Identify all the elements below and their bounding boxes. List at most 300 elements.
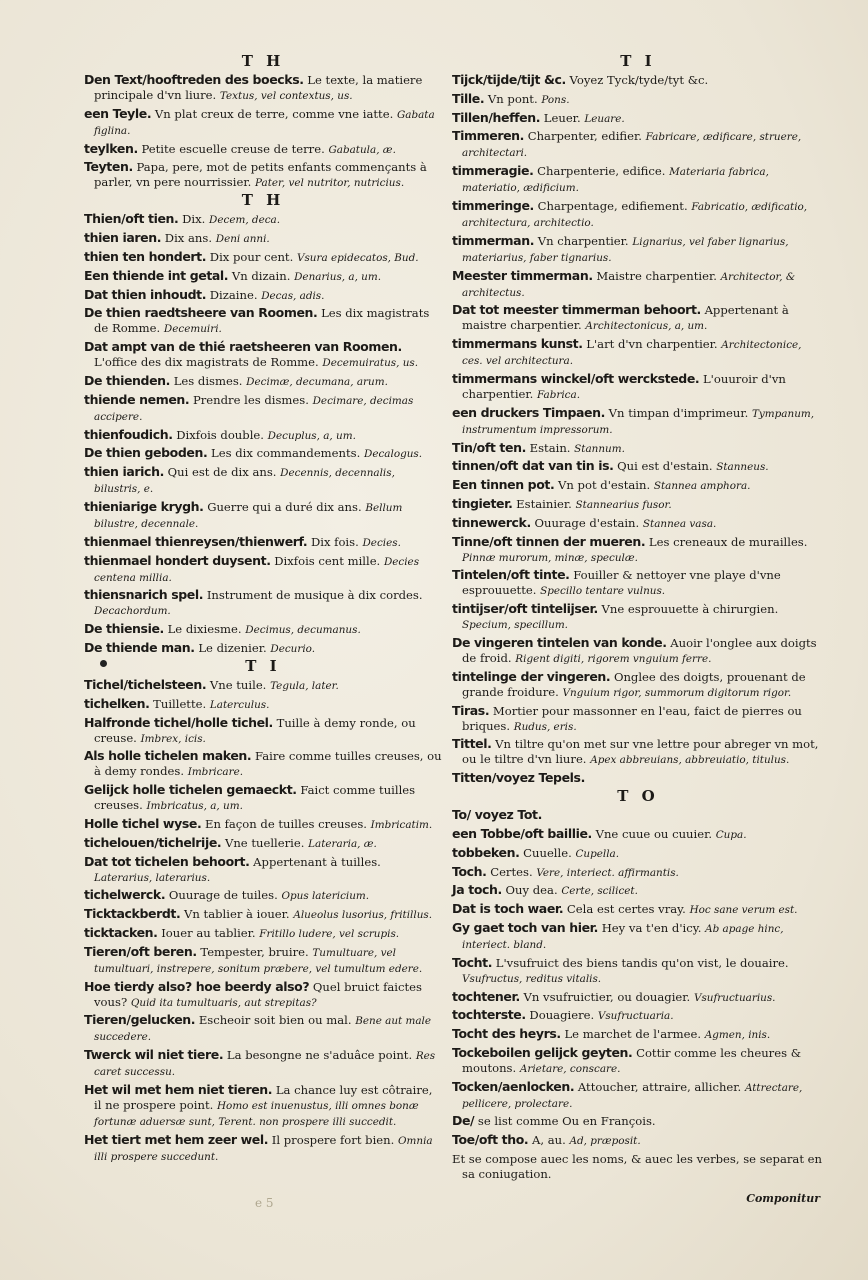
french-gloss: Vn dizain. [231, 268, 291, 283]
french-gloss: Vn charpentier. [537, 233, 629, 248]
dictionary-entry [84, 427, 442, 444]
headword: Dat tot meester timmerman behoort. [452, 302, 701, 318]
latin-gloss: Decennis, decennalis, bilustris, e. [94, 467, 395, 496]
french-gloss: Certes. [490, 864, 533, 879]
dictionary-entry [452, 845, 824, 862]
french-gloss: Vn tablier à iouer. [184, 907, 290, 922]
french-gloss: Dizaine. [209, 287, 258, 302]
french-gloss: Maistre charpentier. [596, 268, 717, 283]
latin-gloss: Fritillo ludere, vel scrupis. [259, 927, 400, 940]
french-gloss: Faire comme tuilles creuses, ou à demy rondes. [94, 749, 442, 779]
dictionary-entry [84, 159, 442, 191]
headword: tobbeken. [452, 844, 520, 860]
french-gloss: Le dizenier. [198, 640, 267, 655]
dictionary-entry [452, 163, 824, 196]
dictionary-entry [84, 1047, 442, 1080]
dictionary-entry [452, 882, 824, 899]
headword: Timmeren. [452, 128, 525, 144]
latin-gloss: Lignarius, vel faber lignarius, materiarius, faber tignarius. [462, 235, 789, 264]
headword: timmeragie. [452, 163, 534, 179]
dictionary-entry [452, 371, 824, 403]
dictionary-entry [452, 807, 824, 824]
headword: Twerck wil niet tiere. [84, 1047, 224, 1063]
dictionary-entry [84, 748, 442, 780]
headword: thienfoudich. [84, 426, 173, 442]
headword: Het wil met hem niet tieren. [84, 1081, 273, 1097]
headword: De thien geboden. [84, 445, 208, 461]
latin-gloss: Cupa. [715, 828, 747, 841]
french-gloss: Fouiller & nettoyer vne playe d'vne esprouuette. [462, 568, 781, 598]
latin-gloss: Stannea amphora. [653, 480, 751, 493]
headword: tochterste. [452, 1007, 526, 1023]
dictionary-entry [84, 854, 442, 886]
dictionary-entry [452, 1151, 824, 1183]
dictionary-entry [452, 405, 824, 438]
headword: thienmael thienreysen/thienwerf. [84, 533, 308, 549]
dictionary-entry [452, 703, 824, 735]
french-gloss: La chance luy est côtraire, il ne prospere point. [94, 1082, 433, 1112]
french-gloss: Vn vsufruictier, ou douagier. [523, 989, 691, 1004]
french-gloss: Cela est certes vray. [566, 902, 686, 917]
latin-gloss: Vsufructuaria. [597, 1010, 674, 1023]
latin-gloss: Decimus, decumanus. [245, 624, 361, 637]
latin-gloss: Stannea vasa. [642, 517, 717, 530]
french-gloss: L'ouuroir d'vn charpentier. [462, 371, 786, 401]
french-gloss: L'vsufruict des biens tandis qu'on vist, le douaire. [495, 955, 789, 970]
french-gloss: Escheoir soit bien ou mal. [198, 1013, 352, 1028]
dictionary-entry [452, 477, 824, 494]
headword: Hoe tierdy also? hoe beerdy also? [84, 978, 310, 994]
dictionary-entry [452, 1007, 824, 1024]
french-gloss: Le marchet de l'armee. [564, 1027, 702, 1042]
latin-gloss: Decimæ, decumana, arum. [246, 375, 388, 388]
french-gloss: Vn pont. [487, 91, 538, 106]
headword: Ja toch. [452, 882, 502, 898]
headword: Als holle tichelen maken. [84, 748, 252, 764]
latin-gloss: Textus, vel contextus, us. [219, 90, 353, 102]
dictionary-entry [452, 770, 824, 787]
dictionary-entry [84, 677, 442, 694]
latin-gloss: Decies centena millia. [94, 555, 420, 584]
headword: thien ten hondert. [84, 248, 207, 264]
latin-gloss: Imbricatus, a, um. [146, 800, 243, 813]
french-gloss: Instrument de musique à dix cordes. [206, 588, 423, 603]
latin-gloss: Decuplus, a, um. [267, 429, 356, 442]
dictionary-entry [84, 211, 442, 228]
latin-gloss: Decem, deca. [209, 214, 281, 227]
headword: thieniarige krygh. [84, 498, 204, 514]
french-gloss: Auoir l'onglee aux doigts de froid. [462, 635, 817, 665]
right-column [452, 52, 824, 1185]
dictionary-entry [452, 1026, 824, 1043]
latin-gloss: Fabrica. [537, 388, 581, 401]
dictionary-entry [84, 106, 442, 139]
latin-gloss: Ab apage hinc, interiect. bland. [462, 922, 784, 951]
headword: Teyten. [84, 159, 133, 175]
french-gloss: Ouurage de tuiles. [168, 888, 278, 903]
french-gloss: Dix ans. [164, 231, 213, 246]
headword: teylken. [84, 140, 138, 156]
headword: Dat thien inhoudt. [84, 286, 207, 302]
headword: Tinne/oft tinnen der mueren. [452, 533, 646, 549]
headword: thiende nemen. [84, 391, 190, 407]
section-head-th-2: T H [241, 191, 285, 210]
dictionary-entry [452, 128, 824, 161]
dictionary-entry [452, 91, 824, 108]
headword: tintijser/oft tintelijser. [452, 601, 598, 617]
latin-gloss: Leuare. [584, 112, 625, 125]
headword: timmeringe. [452, 197, 534, 213]
dictionary-entry [84, 553, 442, 586]
headword: tingieter. [452, 495, 513, 511]
latin-gloss: Decies. [362, 536, 401, 549]
dictionary-entry [84, 925, 442, 942]
dictionary-entry [84, 621, 442, 638]
latin-gloss: Decachordum. [94, 605, 171, 618]
section-head-ti: T I [245, 656, 281, 675]
latin-gloss: Imbrex, icis. [140, 732, 206, 745]
section-head-ti-right: T I [620, 52, 656, 70]
french-gloss: Vne tuellerie. [224, 835, 305, 850]
headword: De vingeren tintelen van konde. [452, 634, 667, 650]
dictionary-entry [84, 249, 442, 266]
headword: Gelijck holle tichelen gemaeckt. [84, 782, 297, 798]
headword: De thiende man. [84, 639, 195, 655]
entries-ti-right [452, 72, 824, 787]
french-gloss: Vne esprouuette à chirurgien. [601, 602, 779, 617]
latin-gloss: Laterarius, laterarius. [94, 871, 211, 884]
headword: Het tiert met hem zeer wel. [84, 1131, 269, 1147]
latin-gloss: Specium, specillum. [462, 619, 568, 632]
dictionary-entry [84, 835, 442, 852]
french-gloss: Tempester, bruire. [200, 944, 309, 959]
french-gloss: Attoucher, attraire, allicher. [577, 1079, 742, 1094]
headword: Gy gaet toch van hier. [452, 919, 598, 935]
dictionary-entry [452, 1079, 824, 1112]
french-gloss: Le texte, la matiere principale d'vn liure. [94, 73, 423, 102]
dictionary-entry [84, 696, 442, 713]
french-gloss: Qui est de dix ans. [167, 465, 277, 480]
latin-gloss: Tympanum, instrumentum impressorum. [462, 407, 815, 436]
headword: Thien/oft tien. [84, 211, 179, 227]
section-head-to: T O [617, 787, 659, 806]
french-gloss: Charpentage, edifiement. [537, 198, 688, 213]
headword: timmermans winckel/oft werckstede. [452, 370, 700, 386]
french-gloss: Voyez Tyck/tyde/tyt &c. [569, 73, 709, 87]
latin-gloss: Architector, & architectus. [462, 270, 796, 299]
latin-gloss: Omnia illi prospere succedunt. [94, 1134, 433, 1163]
french-gloss: Les dix magistrats de Romme. [94, 306, 430, 336]
latin-gloss: Rudus, eris. [513, 720, 577, 733]
latin-gloss: Architectonicus, a, um. [585, 320, 708, 333]
french-gloss: Prendre les dismes. [192, 392, 309, 407]
dictionary-entry [452, 1113, 824, 1130]
latin-gloss: Lateraria, æ. [308, 837, 377, 850]
latin-gloss: Fabricatio, ædificatio, architectura, architectio. [462, 200, 808, 229]
headword: thiensnarich spel. [84, 587, 204, 603]
dictionary-entry [452, 601, 824, 633]
french-gloss: Dix fois. [310, 534, 359, 549]
headword: timmerman. [452, 232, 535, 248]
dictionary-entry [452, 233, 824, 266]
dictionary-entry [84, 1132, 442, 1165]
latin-gloss: Pinnæ murorum, minæ, speculæ. [462, 551, 638, 564]
french-gloss: Le dixiesme. [167, 622, 242, 637]
latin-gloss: Imbricare. [187, 766, 244, 779]
dictionary-entry [84, 906, 442, 923]
dictionary-entry [452, 864, 824, 881]
dictionary-entry [452, 955, 824, 987]
french-gloss: Faict comme tuilles creuses. [94, 783, 416, 813]
headword: Een tinnen pot. [452, 477, 555, 493]
latin-gloss: Tegula, later. [270, 679, 339, 692]
entries-th [84, 72, 442, 191]
french-gloss: Appertenant à tuilles. [253, 854, 381, 869]
catchword: Componitur [746, 1192, 820, 1205]
headword: tochtener. [452, 988, 520, 1004]
french-gloss: Les dix commandements. [211, 446, 361, 461]
french-gloss: Guerre qui a duré dix ans. [207, 499, 362, 514]
latin-gloss: Materiaria fabrica, materiatio, ædificium. [462, 166, 769, 195]
latin-gloss: Bene aut male succedere. [94, 1015, 432, 1044]
latin-gloss: Denarius, a, um. [294, 270, 382, 283]
latin-gloss: Vsufructus, reditus vitalis. [462, 972, 602, 985]
headword: Dat tot tichelen behoort. [84, 853, 250, 869]
dictionary-entry [84, 887, 442, 904]
french-gloss: Mortier pour massonner en l'eau, faict de pierres ou briques. [462, 703, 802, 733]
french-gloss: Petite escuelle creuse de terre. [141, 141, 325, 156]
latin-gloss: Bellum bilustre, decennale. [94, 501, 403, 530]
latin-gloss: Decimare, decimas accipere. [94, 394, 414, 423]
latin-gloss: Gabata figlina. [94, 108, 435, 137]
headword: tinnen/oft dat van tin is. [452, 458, 614, 474]
headword: Tocht des heyrs. [452, 1026, 561, 1042]
headword: timmermans kunst. [452, 336, 583, 352]
dictionary-entry [452, 198, 824, 231]
latin-gloss: Decemuiratus, us. [322, 357, 419, 370]
dictionary-entry [452, 302, 824, 334]
dictionary-entry [452, 901, 824, 918]
dictionary-entry [452, 635, 824, 667]
french-gloss: En façon de tuilles creuses. [204, 816, 367, 831]
french-gloss: Vne cuue ou cuuier. [595, 826, 713, 841]
latin-gloss: Cupella. [575, 847, 620, 860]
dictionary-entry [452, 567, 824, 599]
dictionary-entry [84, 305, 442, 337]
latin-gloss: Vsura epidecatos, Bud. [296, 251, 419, 264]
headword: Den Text/hooftreden des boecks. [84, 72, 304, 87]
headword: Een thiende int getal. [84, 267, 229, 283]
french-gloss: L'office des dix magistrats de Romme. [94, 355, 319, 370]
french-gloss: Dixfois double. [176, 427, 264, 442]
french-gloss: Les dismes. [173, 373, 243, 388]
latin-gloss: Opus latericium. [281, 890, 370, 903]
headword: Toe/oft tho. [452, 1132, 529, 1148]
latin-gloss: Architectonice, ces. vel architectura. [462, 339, 802, 368]
headword: een Teyle. [84, 105, 152, 121]
latin-gloss: Vere, interiect. affirmantis. [536, 866, 679, 879]
headword: De/ [452, 1113, 475, 1129]
french-gloss: Charpenter, edifier. [527, 129, 642, 144]
headword: Tocken/aenlocken. [452, 1078, 575, 1094]
french-gloss: Ouy dea. [505, 883, 558, 898]
dictionary-entry [84, 464, 442, 497]
dictionary-entry [84, 287, 442, 304]
headword: een druckers Timpaen. [452, 404, 605, 420]
headword: Tille. [452, 90, 485, 106]
french-gloss: La besongne ne s'aduâce point. [226, 1048, 413, 1063]
dictionary-entry [84, 816, 442, 833]
ink-blot [100, 660, 107, 667]
dictionary-entry [84, 1082, 442, 1130]
dictionary-entry [84, 445, 442, 462]
latin-gloss: Laterculus. [209, 698, 270, 711]
headword: thienmael hondert duysent. [84, 552, 271, 568]
headword: Titten/voyez Tepels. [452, 770, 585, 786]
french-gloss: Vn plat creux de terre, comme vne iatte. [154, 106, 394, 121]
dictionary-entry [452, 268, 824, 301]
french-gloss: L'art d'vn charpentier. [586, 337, 718, 352]
dictionary-entry [84, 72, 442, 104]
dictionary-entry [84, 499, 442, 532]
french-gloss: Papa, pere, mot de petits enfants commençants à parler, vn pere nourrissier. [94, 160, 427, 190]
french-gloss: se list comme Ou en François. [477, 1114, 656, 1129]
latin-gloss: Fabricare, ædificare, struere, architectari. [462, 131, 802, 160]
headword: een Tobbe/oft baillie. [452, 825, 592, 841]
dictionary-entry [84, 587, 442, 619]
headword: Tieren/oft beren. [84, 943, 197, 959]
dictionary-entry [452, 1045, 824, 1077]
headword: Tin/oft ten. [452, 439, 526, 455]
headword: thien iarich. [84, 464, 164, 480]
french-gloss: Tuillette. [153, 696, 207, 711]
french-gloss: Cuuelle. [523, 845, 572, 860]
french-gloss: Il prospere fort bien. [271, 1132, 395, 1147]
dictionary-entry [84, 534, 442, 551]
french-gloss: A, au. [531, 1133, 566, 1148]
latin-gloss: Agmen, inis. [704, 1029, 771, 1042]
dictionary-entry [84, 373, 442, 390]
french-gloss: Cottir comme les cheures & moutons. [462, 1045, 802, 1075]
french-gloss: Iouer au tablier. [161, 925, 256, 940]
headword: Tintelen/oft tinte. [452, 567, 570, 583]
headword: Toch. [452, 863, 487, 879]
french-gloss: Vne tuile. [209, 677, 267, 692]
headword: tichelwerck. [84, 887, 166, 903]
headword: Tillen/heffen. [452, 109, 541, 125]
latin-gloss: Imbricatim. [370, 818, 433, 831]
dictionary-entry [452, 989, 824, 1006]
dictionary-entry [84, 268, 442, 285]
latin-gloss: Attrectare, pellicere, prolectare. [462, 1081, 803, 1110]
french-gloss: Vn timpan d'imprimeur. [608, 405, 749, 420]
section-head-th: T H [241, 52, 285, 70]
headword: tichelouen/tichelrije. [84, 834, 222, 850]
latin-gloss: Pons. [541, 93, 570, 106]
entries-thien [84, 211, 442, 657]
latin-gloss: Decurio. [270, 642, 316, 655]
latin-gloss: Certe, scilicet. [561, 885, 638, 898]
french-gloss: Les creneaux de murailles. [648, 534, 808, 549]
dictionary-entry [452, 920, 824, 953]
french-gloss: Hey va t'en d'icy. [601, 920, 702, 935]
headword: De thiensie. [84, 621, 164, 637]
headword: Ticktackberdt. [84, 906, 181, 922]
latin-gloss: Decemuiri. [163, 323, 222, 336]
dictionary-entry [452, 534, 824, 566]
entries-ti [84, 677, 442, 1165]
dictionary-entry [84, 979, 442, 1011]
french-gloss: Appertenant à maistre charpentier. [462, 303, 789, 333]
french-gloss: Vn pot d'estain. [558, 478, 651, 493]
latin-gloss: Deni anni. [215, 233, 270, 246]
headword: ticktacken. [84, 924, 158, 940]
headword: Holle tichel wyse. [84, 815, 202, 831]
french-gloss: Estainier. [516, 496, 572, 511]
entries-to [452, 807, 824, 1183]
latin-gloss: Ad, præposit. [569, 1135, 641, 1148]
french-gloss: Qui est d'estain. [617, 459, 713, 474]
headword: Tieren/gelucken. [84, 1012, 196, 1028]
latin-gloss: Apex abbreuians, abbreuiatio, titulus. [590, 754, 790, 767]
latin-gloss: Vsufructuarius. [693, 991, 776, 1004]
dictionary-entry [452, 458, 824, 475]
headword: tinnewerck. [452, 514, 531, 530]
headword: Tijck/tijde/tijt &c. [452, 72, 566, 87]
latin-gloss: Vnguium rigor, summorum digitorum rigor. [562, 686, 792, 699]
dictionary-entry [452, 669, 824, 701]
dictionary-entry [452, 110, 824, 127]
french-gloss: Dix. [182, 212, 206, 227]
french-gloss: Charpenterie, edifice. [537, 164, 666, 179]
headword: Dat ampt van de thié raetsheeren van Roomen. [84, 339, 402, 355]
dictionary-entry [84, 141, 442, 158]
latin-gloss: Stanneus. [716, 461, 769, 474]
latin-gloss: Quid ita tumultuaris, aut strepitas? [130, 996, 317, 1009]
latin-gloss: Decas, adis. [261, 289, 325, 302]
latin-gloss: Rigent digiti, rigorem vnguium ferre. [515, 652, 712, 665]
french-gloss: Dixfois cent mille. [274, 553, 381, 568]
headword: thien iaren. [84, 230, 162, 246]
headword: De thienden. [84, 372, 171, 388]
dictionary-entry [452, 736, 824, 768]
dictionary-entry [452, 496, 824, 513]
latin-gloss: Tumultuare, vel tumultuari, instrepere, sonitum præbere, vel tumultum edere. [94, 946, 423, 975]
french-gloss: Ouurage d'estain. [534, 515, 640, 530]
left-column [84, 52, 442, 1166]
headword: Tockeboilen gelijck geyten. [452, 1044, 633, 1060]
dictionary-entry [84, 392, 442, 425]
french-gloss: Leuer. [543, 110, 581, 125]
french-gloss: Onglee des doigts, prouenant de grande froidure. [462, 669, 806, 699]
headword: Tichel/tichelsteen. [84, 676, 207, 692]
dictionary-entry [84, 230, 442, 247]
dictionary-entry [452, 1132, 824, 1149]
dictionary-entry [452, 440, 824, 457]
french-gloss: Et se compose auec les noms, & auec les verbes, se separat en sa coniugation. [452, 1152, 823, 1182]
french-gloss: Vn tiltre qu'on met sur vne lettre pour abreger vn mot, ou le tiltre d'vn liure. [462, 737, 819, 767]
headword: To/ voyez Tot. [452, 807, 542, 823]
latin-gloss: Stannum. [574, 442, 625, 455]
headword: tichelken. [84, 695, 150, 711]
latin-gloss: Decalogus. [364, 448, 423, 461]
dictionary-entry [84, 640, 442, 657]
headword: Meester timmerman. [452, 267, 593, 283]
latin-gloss: Homo est inuenustus, illi omnes bonæ fortunæ aduersæ sunt, Terent. non prospere illi succedit. [94, 1099, 419, 1128]
dictionary-entry [452, 515, 824, 532]
latin-gloss: Hoc sane verum est. [689, 904, 798, 917]
latin-gloss: Specillo tentare vulnus. [540, 585, 666, 598]
